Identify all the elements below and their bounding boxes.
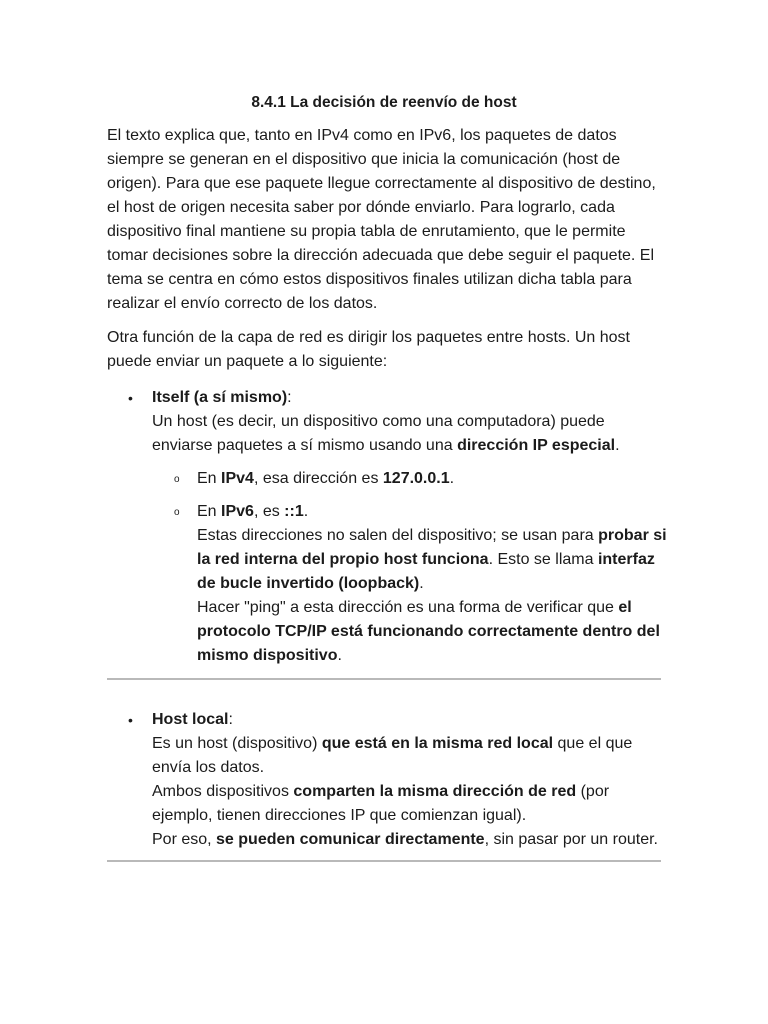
horizontal-divider [107,678,661,680]
intro-paragraph: El texto explica que, tanto en IPv4 como en IPv6, los paquetes de datos siempre se generan en el dispositivo que inicia la comunicación (host de origen). Para que ese paquete llegue correctamente al dispositivo de destino, el host de origen necesita saber por dónde enviarlo. Para lograrlo, cada dispositivo final mantiene su propia tabla de enrutamiento, que le permite tomar decisiones sobre la dirección adecuada que debe seguir el paquete. El tema se centra en cómo estos dispositivos finales utilizan dicha tabla para realizar el envío correcto de los datos. [107,127,656,312]
sub-bullet-marker: o [174,474,180,485]
list-item-ipv4: En IPv4, esa dirección es 127.0.0.1. [197,470,455,487]
itself-term: Itself (a sí mismo) [152,389,288,406]
itself-desc-line-2: enviarse paquetes a sí mismo usando una dirección IP especial. [152,437,620,454]
horizontal-divider [107,860,661,862]
list-item-host-local: Host local: Es un host (dispositivo) que está en la misma red local que el que envía los datos. Ambos dispositivos comparten la misma dirección de red (por ejemplo, tienen direcciones IP que comienzan igual). Por eso, se pueden comunicar directamente, sin pasar por un router. [152,711,658,848]
list-item-ipv6: En IPv6, es ::1. Estas direcciones no salen del dispositivo; se usan para probar si la red interna del propio host funciona. Esto se llama interfaz de bucle invertido (loopback). Hacer "ping" a esta dirección es una forma de verificar que el protocolo TCP/IP está funcionando correctamente dentro del mismo dispositivo. [197,503,667,664]
host-local-term: Host local [152,711,229,728]
lead-paragraph: Otra función de la capa de red es dirigir los paquetes entre hosts. Un host puede enviar un paquete a lo siguiente: [107,329,630,370]
list-item-itself [152,386,672,458]
itself-desc-line-1: Un host (es decir, un dispositivo como una computadora) puede [152,413,605,430]
sub-bullet-marker: o [174,507,180,518]
bullet-marker: • [128,712,133,728]
itself-term-line: Itself (a sí mismo): [152,389,292,406]
section-heading: 8.4.1 La decisión de reenvío de host [251,94,517,111]
bullet-marker: • [128,390,133,406]
